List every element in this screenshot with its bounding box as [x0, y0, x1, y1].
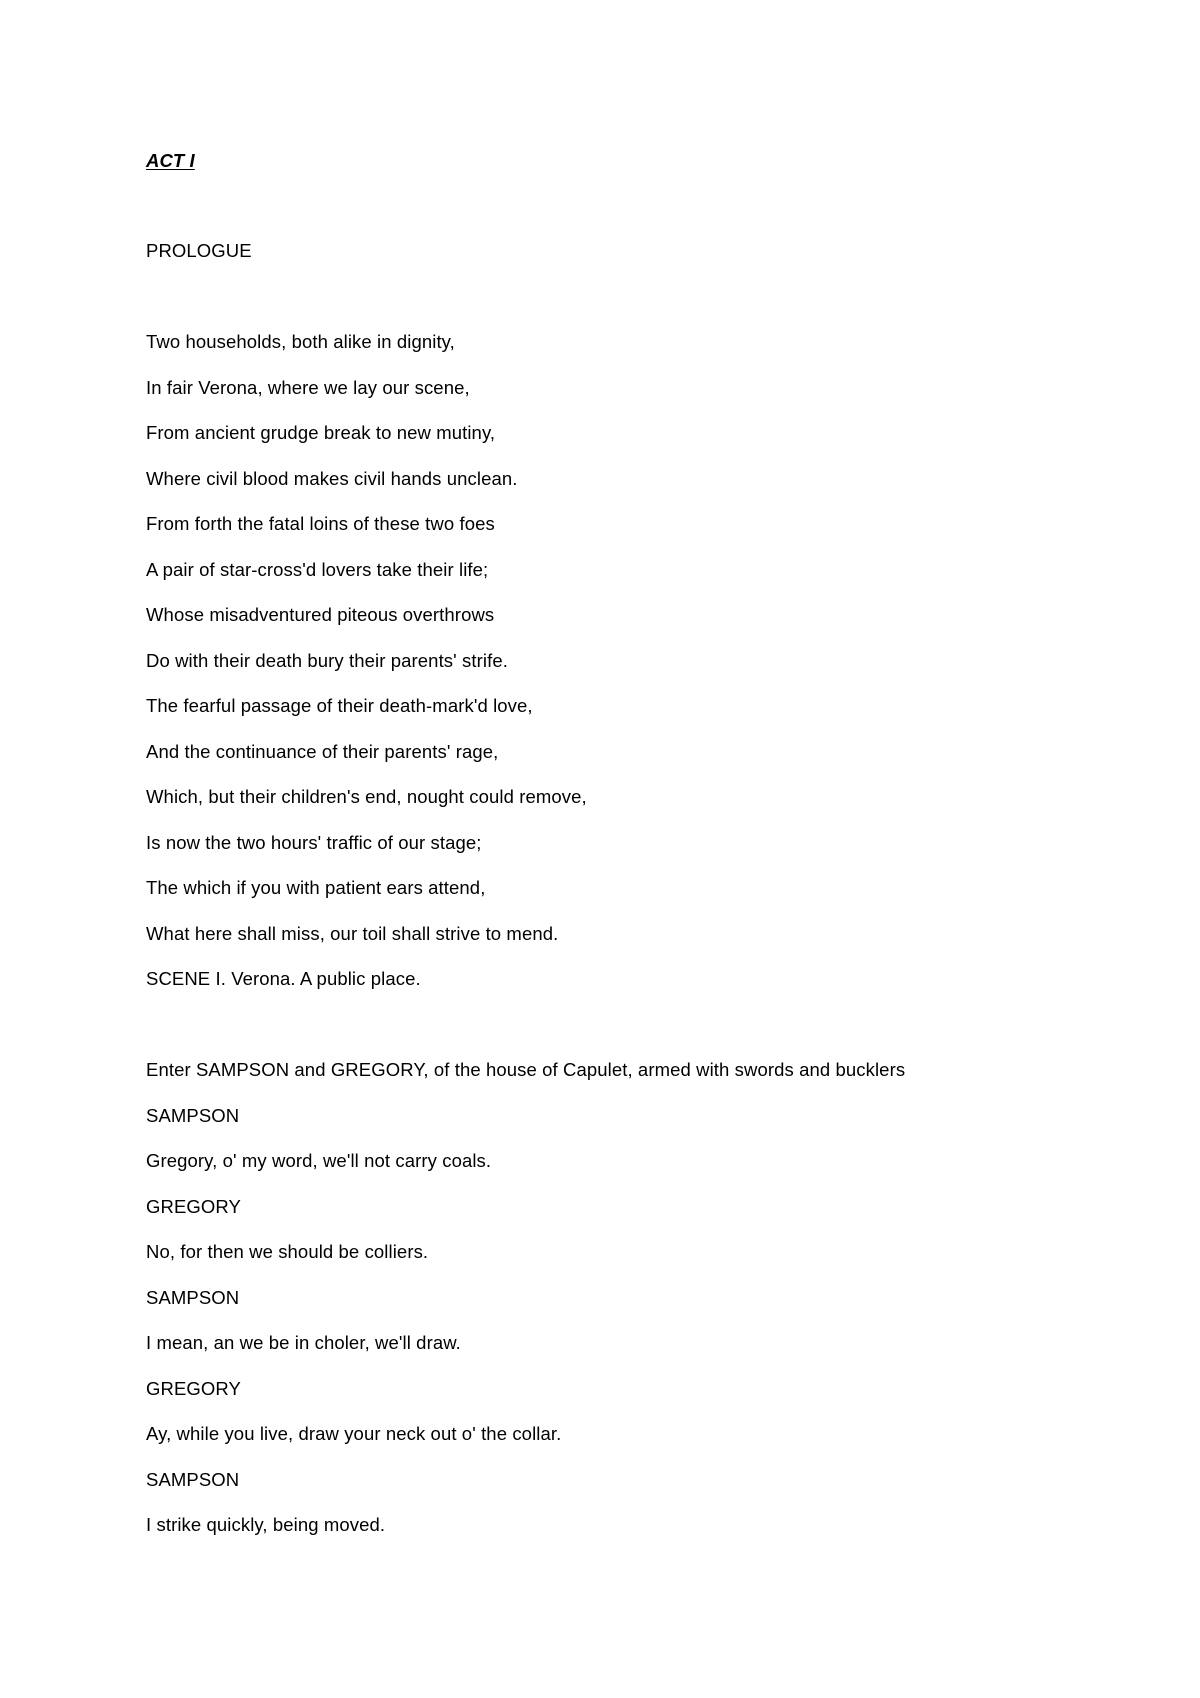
scene-heading: SCENE I. Verona. A public place.: [146, 968, 421, 989]
prologue-line: What here shall miss, our toil shall strive to mend.: [146, 923, 559, 944]
act-title: ACT I: [146, 150, 195, 171]
prologue-line: Whose misadventured piteous overthrows: [146, 604, 495, 625]
prologue-line: The which if you with patient ears attend,: [146, 877, 486, 898]
prologue-line: From forth the fatal loins of these two foes: [146, 513, 495, 534]
prologue-line: Do with their death bury their parents' strife.: [146, 650, 508, 671]
prologue-line: Which, but their children's end, nought could remove,: [146, 786, 587, 807]
speaker-name: GREGORY: [146, 1378, 241, 1399]
dialogue-line: I mean, an we be in choler, we'll draw.: [146, 1332, 461, 1353]
prologue-line: The fearful passage of their death-mark'd love,: [146, 695, 533, 716]
prologue-line: Where civil blood makes civil hands unclean.: [146, 468, 518, 489]
prologue-line: In fair Verona, where we lay our scene,: [146, 377, 470, 398]
speaker-name: SAMPSON: [146, 1287, 240, 1308]
speaker-name: GREGORY: [146, 1196, 241, 1217]
dialogue-line: No, for then we should be colliers.: [146, 1241, 429, 1262]
speaker-name: SAMPSON: [146, 1469, 240, 1490]
prologue-line: Two households, both alike in dignity,: [146, 331, 455, 352]
prologue-line: Is now the two hours' traffic of our stage;: [146, 832, 482, 853]
dialogue-line: Gregory, o' my word, we'll not carry coals.: [146, 1150, 492, 1171]
prologue-heading: PROLOGUE: [146, 240, 252, 261]
speaker-name: SAMPSON: [146, 1105, 240, 1126]
stage-direction: Enter SAMPSON and GREGORY, of the house of Capulet, armed with swords and bucklers: [146, 1059, 906, 1080]
prologue-line: And the continuance of their parents' rage,: [146, 741, 499, 762]
prologue-line: From ancient grudge break to new mutiny,: [146, 422, 496, 443]
prologue-line: A pair of star-cross'd lovers take their life;: [146, 559, 489, 580]
dialogue-line: Ay, while you live, draw your neck out o' the collar.: [146, 1423, 562, 1444]
dialogue-line: I strike quickly, being moved.: [146, 1514, 386, 1535]
